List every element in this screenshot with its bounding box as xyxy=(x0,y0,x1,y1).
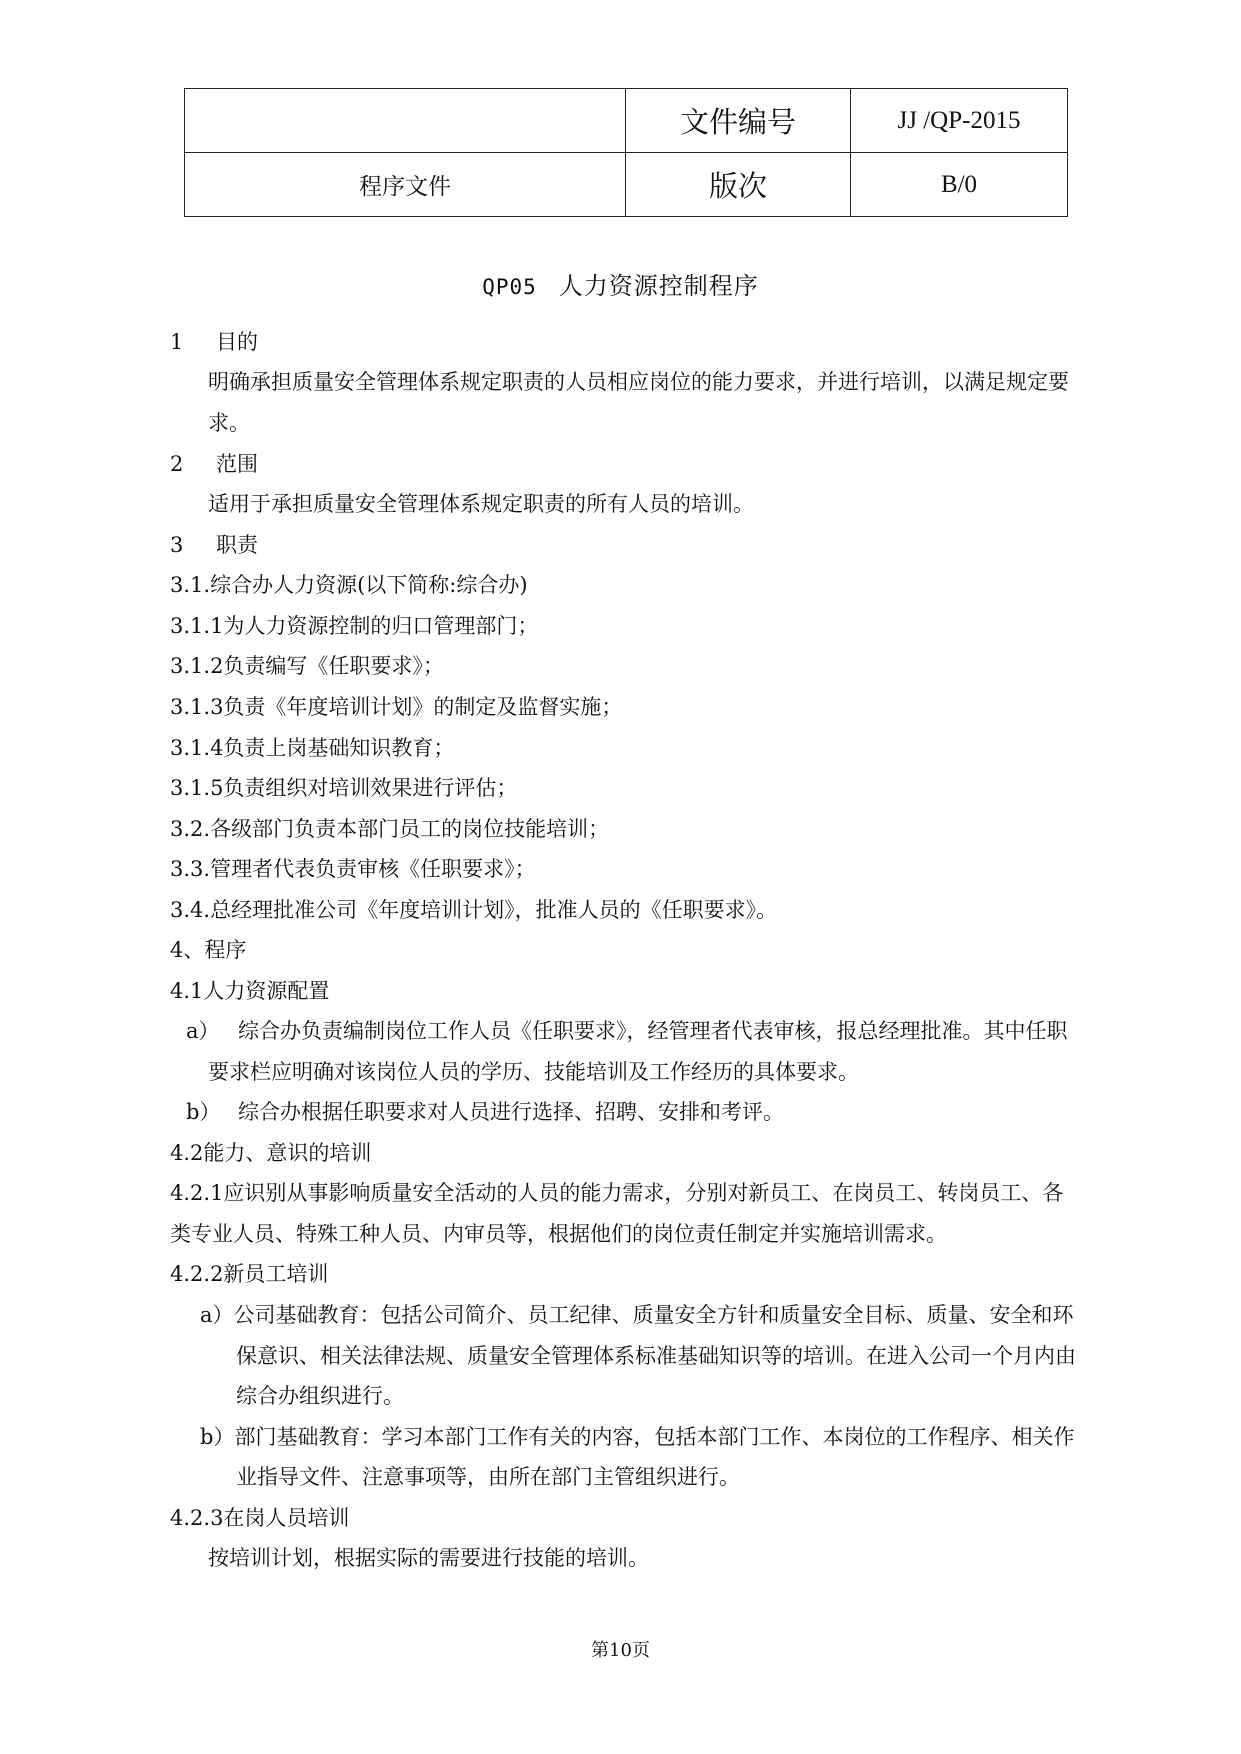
clause-line: 4.2.3在岗人员培训 xyxy=(170,1506,350,1530)
paragraph-line: 保意识、相关法律法规、质量安全管理体系标准基础知识等的培训。在进入公司一个月内由 xyxy=(236,1344,1076,1368)
list-item-a: a）公司基础教育：包括公司简介、员工纪律、质量安全方针和质量安全目标、质量、安全和环 xyxy=(200,1303,1074,1327)
edition-value: B/0 xyxy=(851,153,1068,217)
clause-line: 3.1.2负责编写《任职要求》； xyxy=(170,654,444,678)
paragraph-line: 要求栏应明确对该岗位人员的学历、技能培训及工作经历的具体要求。 xyxy=(208,1060,859,1084)
doc-number-value: JJ /QP-2015 xyxy=(851,89,1068,153)
section-1-heading: 1 目的 xyxy=(170,330,258,354)
edition-label: 版次 xyxy=(626,153,851,217)
clause-line: 3.2.各级部门负责本部门员工的岗位技能培训； xyxy=(170,817,610,841)
section-2-heading: 2 范围 xyxy=(170,452,258,476)
document-title xyxy=(0,266,1241,301)
paragraph-line: 明确承担质量安全管理体系规定职责的人员相应岗位的能力要求，并进行培训，以满足规定要 xyxy=(208,370,1069,394)
paragraph-line: 适用于承担质量安全管理体系规定职责的所有人员的培训。 xyxy=(208,492,754,516)
paragraph-line: 求。 xyxy=(208,411,250,435)
doc-number-label: 文件编号 xyxy=(626,89,851,153)
clause-line: 3.1.4负责上岗基础知识教育； xyxy=(170,736,455,760)
list-item-a: a） 综合办负责编制岗位工作人员《任职要求》，经管理者代表审核，报总经理批准。其中任职 xyxy=(186,1019,1068,1043)
title-text: 人力资源控制程序 xyxy=(558,272,759,300)
clause-line: 3.1.5负责组织对培训效果进行评估； xyxy=(170,776,518,800)
doc-type: 程序文件 xyxy=(185,153,626,217)
clause-line: 3.1.综合办人力资源(以下简称:综合办) xyxy=(170,573,528,597)
paragraph-line: 按培训计划，根据实际的需要进行技能的培训。 xyxy=(208,1546,649,1570)
clause-line: 3.3.管理者代表负责审核《任职要求》； xyxy=(170,857,536,881)
clause-line: 3.4.总经理批准公司《年度培训计划》，批准人员的《任职要求》。 xyxy=(170,898,778,922)
paragraph-line: 综合办组织进行。 xyxy=(236,1384,404,1408)
section-3-heading: 3 职责 xyxy=(170,533,258,557)
section-4-heading: 4、程序 xyxy=(170,938,247,962)
paragraph-line: 业指导文件、注意事项等，由所在部门主管组织进行。 xyxy=(236,1465,740,1489)
header-blank-cell xyxy=(185,89,626,153)
clause-line: 4.2能力、意识的培训 xyxy=(170,1141,372,1165)
clause-line: 3.1.1为人力资源控制的归口管理部门； xyxy=(170,614,539,638)
list-item-b: b）部门基础教育：学习本部门工作有关的内容，包括本部门工作、本岗位的工作程序、相关作 xyxy=(200,1425,1075,1449)
clause-line: 3.1.3负责《年度培训计划》的制定及监督实施； xyxy=(170,695,623,719)
document-header-table xyxy=(184,88,1068,217)
page-number: 第10页 xyxy=(591,1640,650,1661)
title-code: QP05 xyxy=(482,275,537,299)
list-item-b: b） 综合办根据任职要求对人员进行选择、招聘、安排和考评。 xyxy=(186,1100,784,1124)
clause-line: 4.2.2新员工培训 xyxy=(170,1262,329,1286)
clause-line: 4.1人力资源配置 xyxy=(170,979,330,1003)
clause-line: 4.2.1应识别从事影响质量安全活动的人员的能力需求，分别对新员工、在岗员工、转岗员工、各 xyxy=(170,1181,1064,1205)
paragraph-line: 类专业人员、特殊工种人员、内审员等，根据他们的岗位责任制定并实施培训需求。 xyxy=(170,1222,947,1246)
